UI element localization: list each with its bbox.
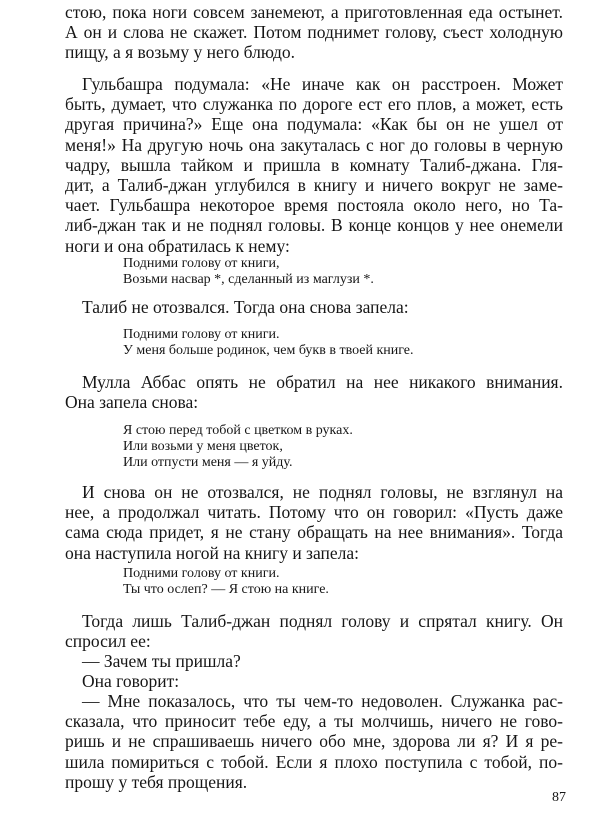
text-line: ноги и она обратилась к нему:: [65, 235, 290, 256]
text-line: чадру, вышла тайком и пришла в комнату Талиб-джана. Гля-: [65, 154, 563, 175]
page-number: 87: [552, 790, 566, 805]
text-line: ришь и не спрашиваешь ничего обо мне, здорова ли я? И я ре-: [65, 731, 563, 752]
text-line: сказала, что приносит тебе еду, а ты молчишь, ничего не гово-: [65, 711, 563, 732]
text-line: И снова он не отозвался, не поднял головы, не взглянул на: [82, 482, 563, 502]
verse-line: Подними голову от книги.: [123, 566, 280, 581]
text-line: Она запела снова:: [65, 392, 199, 413]
text-line: Гульбашра подумала: «Не иначе как он расстроен. Может: [82, 74, 563, 94]
verse-line: Или отпусти меня — я уйду.: [123, 455, 293, 471]
paragraph-8: [65, 671, 563, 691]
verse-line: Я стою перед тобой с цветком в руках.: [123, 423, 353, 438]
text-line: чает. Гульбашра некоторое время постояла около него, но Та-: [65, 195, 563, 216]
text-line: дит, а Талиб-джан углубился в книгу и ничего вокруг не заме-: [65, 175, 563, 196]
text-line: она наступила ногой на книгу и запела:: [65, 542, 360, 563]
text-line: другая причина?» Еще она подумала: «Как бы он не ушел от: [65, 114, 563, 135]
paragraph-5: [65, 482, 563, 563]
text-line: А он и слова не скажет. Потом поднимет голову, съест холодную: [65, 22, 563, 43]
verse-line: Подними голову от книги,: [123, 256, 280, 271]
paragraph-2: [65, 74, 563, 256]
text-line: Талиб не отозвался. Тогда она снова запела:: [82, 297, 409, 317]
verse-3: [123, 423, 353, 472]
text-line: Она говорит:: [82, 671, 180, 691]
paragraph-4: [65, 372, 563, 412]
text-line: быть, думает, что служанка по дороге ест его плов, а может, есть: [65, 94, 563, 115]
text-line: меня!» На другую ночь она закуталась с ног до головы в черную: [65, 134, 563, 155]
text-line: пищу, а я возьму у него блюдо.: [65, 42, 296, 63]
verse-line: Ты что ослеп? — Я стою на книге.: [123, 582, 329, 598]
verse-line: У меня больше родинок, чем букв в твоей книге.: [123, 343, 414, 359]
text-line: Мулла Аббас опять не обратил на нее никакого внимания.: [82, 372, 563, 392]
verse-line: Возьми насвар *, сделанный из маглузи *.: [123, 272, 374, 288]
paragraph-6: [65, 611, 563, 651]
verse-line: Подними голову от книги.: [123, 327, 280, 342]
paragraph-3: [65, 297, 563, 317]
paragraph-9: [65, 691, 563, 792]
verse-line: Или возьми у меня цветок,: [123, 439, 283, 455]
verse-2: [123, 327, 414, 359]
paragraph-1: [65, 2, 563, 63]
verse-4: [123, 566, 329, 598]
text-line: — Зачем ты пришла?: [82, 651, 241, 671]
paragraph-7: [65, 651, 563, 671]
text-line: сама сюда придет, я не стану обращать на нее внимания». Тогда: [65, 522, 563, 543]
text-line: стою, пока ноги совсем занемеют, а приготовленная еда остынет.: [65, 2, 563, 22]
text-line: Тогда лишь Талиб-джан поднял голову и спрятал книгу. Он: [82, 611, 563, 631]
text-line: спросил ее:: [65, 631, 151, 652]
text-line: нее, а продолжал читать. Потому что он говорил: «Пусть даже: [65, 502, 563, 523]
verse-1: [123, 256, 374, 288]
text-line: прошу у тебя прощения.: [65, 771, 248, 792]
text-line: — Мне показалось, что ты чем-то недоволен. Служанка рас-: [82, 691, 563, 711]
text-line: либ-джан так и не поднял головы. В конце концов у нее онемели: [65, 215, 563, 236]
text-line: шила помириться с тобой. Если я плохо поступила с тобой, по-: [65, 751, 563, 772]
